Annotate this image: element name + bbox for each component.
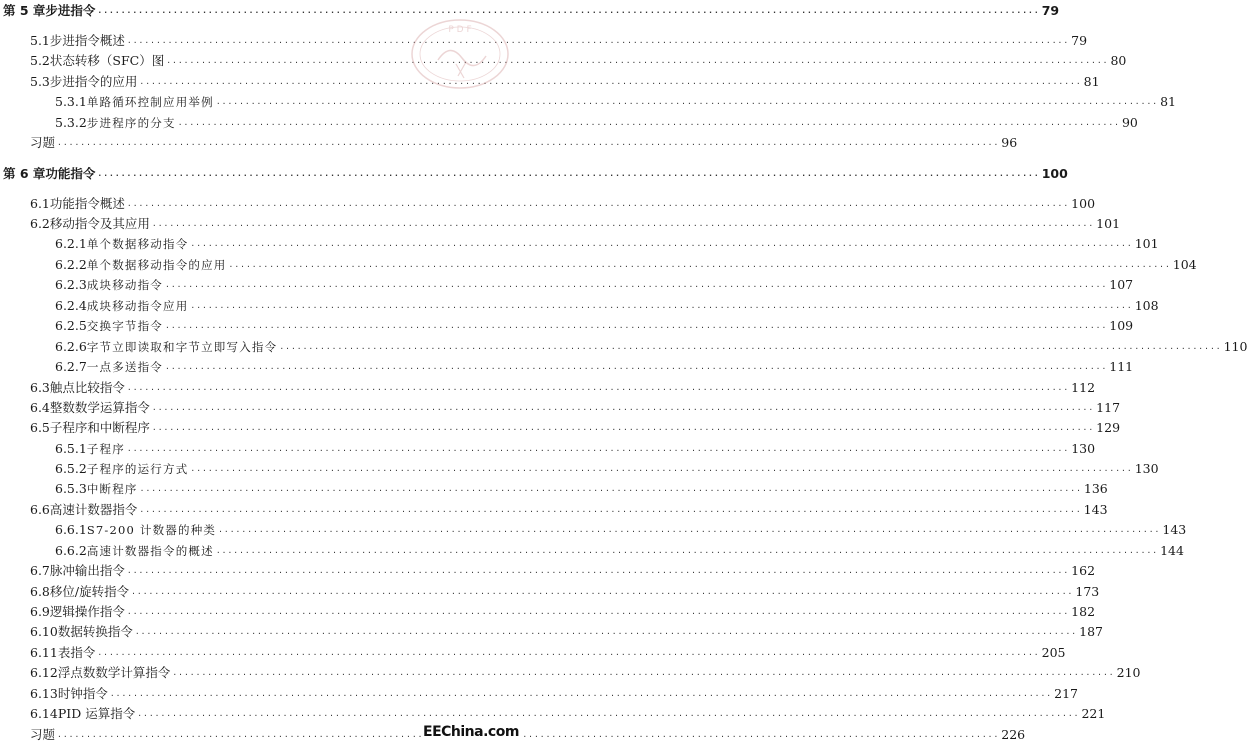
toc-section-title: 单个数据移动指令的应用 (86, 258, 227, 272)
toc-row[interactable]: 6.8 移位/旋转指令 ····· 173 (30, 584, 505, 602)
toc-row[interactable]: 6.10 数据转换指令 ····· 187 (30, 624, 505, 642)
toc-row[interactable]: 6.12 浮点数数学计算指令 ····· 210 (30, 665, 505, 683)
toc-section-title: 数据转换指令 (57, 624, 133, 639)
toc-row[interactable]: 6.11 表指令 ····· 205 (30, 645, 505, 663)
toc-dot-leader (165, 320, 1107, 336)
toc-row[interactable]: 6.2.1 单个数据移动指令 ····· 101 (55, 236, 505, 254)
toc-section-title: 单个数据移动指令 (86, 237, 189, 251)
toc-dot-leader (135, 626, 1077, 642)
toc-section-title: 字节立即读取和字节立即写入指令 (86, 340, 278, 354)
toc-dot-leader (178, 117, 1120, 133)
toc-row[interactable]: 6.2.2 单个数据移动指令的应用 ····· 104 (55, 257, 505, 275)
toc-dot-leader (152, 422, 1094, 438)
toc-section-number: 6.6.1 (55, 522, 87, 537)
toc-row[interactable]: 6.7 脉冲输出指令 ····· 162 (30, 563, 505, 581)
toc-section-title: 高速计数器指令的概述 (86, 544, 214, 558)
toc-dot-leader (127, 35, 1069, 51)
toc-row[interactable]: 6.2.3 成块移动指令 ····· 107 (55, 277, 505, 295)
toc-chapter-row[interactable]: 第 5 章 步进指令 ····· 79 (3, 3, 505, 21)
toc-section-title: 步进指令 (45, 3, 96, 18)
toc-dot-leader (97, 5, 1039, 21)
toc-dot-leader (127, 443, 1069, 459)
toc-row[interactable]: 6.14 PID 运算指令 ····· 221 (30, 706, 505, 724)
toc-section-number: 6.10 (30, 624, 58, 639)
toc-dot-leader (97, 647, 1039, 663)
toc-section-title: 交换字节指令 (86, 319, 164, 333)
toc-section-number: 5.3 (30, 74, 50, 89)
toc-dot-leader (165, 361, 1107, 377)
pdf-stamp-logo (400, 12, 512, 102)
toc-row[interactable]: 6.6.2 高速计数器指令的概述 ····· 144 (55, 543, 505, 561)
toc-row[interactable]: 5.3.1 单路循环控制应用举例 ····· 81 (55, 94, 505, 112)
toc-section-title: 步进指令概述 (49, 33, 125, 48)
toc-section-title: 时钟指令 (57, 686, 108, 701)
toc-section-title: 成块移动指令应用 (86, 299, 189, 313)
toc-section-number: 5.3.2 (55, 115, 87, 130)
toc-section-number: 6.6.2 (55, 543, 87, 558)
toc-section-number: 6.5.1 (55, 441, 87, 456)
toc-section-title: 状态转移（SFC）图 (49, 53, 165, 68)
toc-section-number: 6.1 (30, 196, 50, 211)
toc-section-title: 脉冲输出指令 (49, 563, 125, 578)
toc-section-number: 6.3 (30, 380, 50, 395)
toc-row[interactable]: 6.2 移动指令及其应用 ····· 101 (30, 216, 505, 234)
toc-section-title: PID 运算指令 (57, 706, 136, 721)
toc-dot-leader (165, 279, 1107, 295)
toc-dot-leader (152, 402, 1094, 418)
toc-section-number: 第 6 章 (3, 166, 46, 181)
toc-section-number: 5.3.1 (55, 94, 87, 109)
toc-row[interactable]: 6.5.3 中断程序 ····· 136 (55, 481, 505, 499)
toc-dot-leader (127, 382, 1069, 398)
toc-section-number: 6.12 (30, 665, 58, 680)
toc-section-number: 6.14 (30, 706, 58, 721)
toc-section-title: 成块移动指令 (86, 278, 164, 292)
toc-section-number: 6.2.4 (55, 298, 87, 313)
toc-row[interactable]: 6.13 时钟指令 ····· 217 (30, 686, 505, 704)
toc-row[interactable]: 6.9 逻辑操作指令 ····· 182 (30, 604, 505, 622)
toc-dot-leader (127, 198, 1069, 214)
toc-section-number: 5.2 (30, 53, 50, 68)
toc-section-number: 第 5 章 (3, 3, 46, 18)
toc-section-number: 6.4 (30, 400, 50, 415)
toc-exercise-row[interactable]: 习题 ····· 226 (30, 727, 505, 745)
toc-section-number: 6.5.3 (55, 481, 87, 496)
toc-row[interactable]: 6.5 子程序和中断程序 ····· 129 (30, 420, 505, 438)
toc-section-number: 6.5.2 (55, 461, 87, 476)
toc-section-number: 6.2.3 (55, 277, 87, 292)
toc-section-title: 移动指令及其应用 (49, 216, 150, 231)
toc-section-title: 步进程序的分支 (86, 116, 176, 130)
toc-dot-leader (127, 565, 1069, 581)
toc-row[interactable]: 6.4 整数数学运算指令 ····· 117 (30, 400, 505, 418)
toc-dot-leader (139, 504, 1081, 520)
toc-dot-leader (279, 341, 1221, 357)
toc-section-number: 6.11 (30, 645, 58, 660)
toc-row[interactable]: 5.3 步进指令的应用 ····· 81 (30, 74, 505, 92)
toc-section-number: 6.5 (30, 420, 50, 435)
toc-section-number: 6.6 (30, 502, 50, 517)
toc-row[interactable]: 6.2.5 交换字节指令 ····· 109 (55, 318, 505, 336)
toc-dot-leader (97, 168, 1039, 184)
toc-row[interactable]: 6.2.6 字节立即读取和字节立即写入指令 ····· 110 (55, 339, 505, 357)
toc-row[interactable]: 6.1 功能指令概述 ····· 100 (30, 196, 505, 214)
toc-section-number: 6.2.1 (55, 236, 87, 251)
toc-section-title: 中断程序 (86, 482, 138, 496)
toc-dot-leader (57, 137, 999, 153)
toc-dot-leader (190, 238, 1132, 254)
toc-section-title: 子程序和中断程序 (49, 420, 150, 435)
toc-section-title: 表指令 (57, 645, 96, 660)
toc-dot-leader (110, 688, 1052, 704)
toc-dot-leader (131, 586, 1073, 602)
toc-section-title: 一点多送指令 (86, 360, 164, 374)
toc-section-title: 整数数学运算指令 (49, 400, 150, 415)
toc-dot-leader (127, 606, 1069, 622)
toc-dot-leader (190, 463, 1132, 479)
toc-section-title: 习题 (30, 727, 56, 742)
toc-row[interactable]: 6.2.4 成块移动指令应用 ····· 108 (55, 298, 505, 316)
toc-dot-leader (140, 483, 1082, 499)
toc-dot-leader (166, 55, 1108, 71)
toc-row[interactable]: 5.2 状态转移（SFC）图 ····· 80 (30, 53, 505, 71)
toc-row[interactable]: 6.2.7 一点多送指令 ····· 111 (55, 359, 505, 377)
toc-section-title: 高速计数器指令 (49, 502, 138, 517)
toc-dot-leader (190, 300, 1132, 316)
toc-section-number: 5.1 (30, 33, 50, 48)
toc-row[interactable]: 6.6 高速计数器指令 ····· 143 (30, 502, 505, 520)
toc-row[interactable]: 6.5.1 子程序 ····· 130 (55, 441, 505, 459)
toc-section-title: 子程序 (86, 442, 125, 456)
toc-section-title: S7-200 计数器的种类 (86, 523, 217, 537)
toc-section-title: 移位/旋转指令 (49, 584, 130, 599)
toc-dot-leader (218, 524, 1160, 540)
toc-dot-leader (229, 259, 1171, 275)
toc-row[interactable]: 6.5.2 子程序的运行方式 ····· 130 (55, 461, 505, 479)
toc-section-title: 触点比较指令 (49, 380, 125, 395)
toc-section-number: 6.2 (30, 216, 50, 231)
toc-chapter-row[interactable]: 第 6 章 功能指令 ····· 100 (3, 166, 505, 184)
toc-section-number: 6.2.7 (55, 359, 87, 374)
toc-exercise-row[interactable]: 习题 ····· 96 (30, 135, 505, 153)
toc-section-number: 6.8 (30, 584, 50, 599)
toc-section-number: 6.2.2 (55, 257, 87, 272)
toc-section-title: 子程序的运行方式 (86, 462, 189, 476)
toc-dot-leader (216, 545, 1158, 561)
toc-section-title: 功能指令概述 (49, 196, 125, 211)
toc-dot-leader (139, 76, 1081, 92)
watermark-label: EEChina.com (423, 724, 519, 740)
toc-row[interactable]: 6.6.1 S7-200 计数器的种类 ····· 143 (55, 522, 505, 540)
toc-section-number: 6.9 (30, 604, 50, 619)
toc-dot-leader (152, 218, 1094, 234)
toc-section-number: 6.7 (30, 563, 50, 578)
toc-dot-leader (57, 729, 999, 745)
svg-text:P D F: P D F (448, 25, 472, 35)
toc-row[interactable]: 6.3 触点比较指令 ····· 112 (30, 380, 505, 398)
toc-dot-leader (172, 667, 1114, 683)
toc-section-title: 逻辑操作指令 (49, 604, 125, 619)
toc-section-title: 功能指令 (45, 166, 96, 181)
toc-dot-leader (137, 708, 1079, 724)
toc-section-title: 单路循环控制应用举例 (86, 95, 214, 109)
toc-section-number: 6.2.6 (55, 339, 87, 354)
toc-dot-leader (216, 96, 1158, 112)
toc-section-title: 步进指令的应用 (49, 74, 138, 89)
toc-row[interactable]: 5.3.2 步进程序的分支 ····· 90 (55, 115, 505, 133)
toc-section-title: 习题 (30, 135, 56, 150)
toc-section-number: 6.2.5 (55, 318, 87, 333)
toc-section-title: 浮点数数学计算指令 (57, 665, 171, 680)
toc-section-number: 6.13 (30, 686, 58, 701)
toc-row[interactable]: 5.1 步进指令概述 ····· 79 (30, 33, 505, 51)
